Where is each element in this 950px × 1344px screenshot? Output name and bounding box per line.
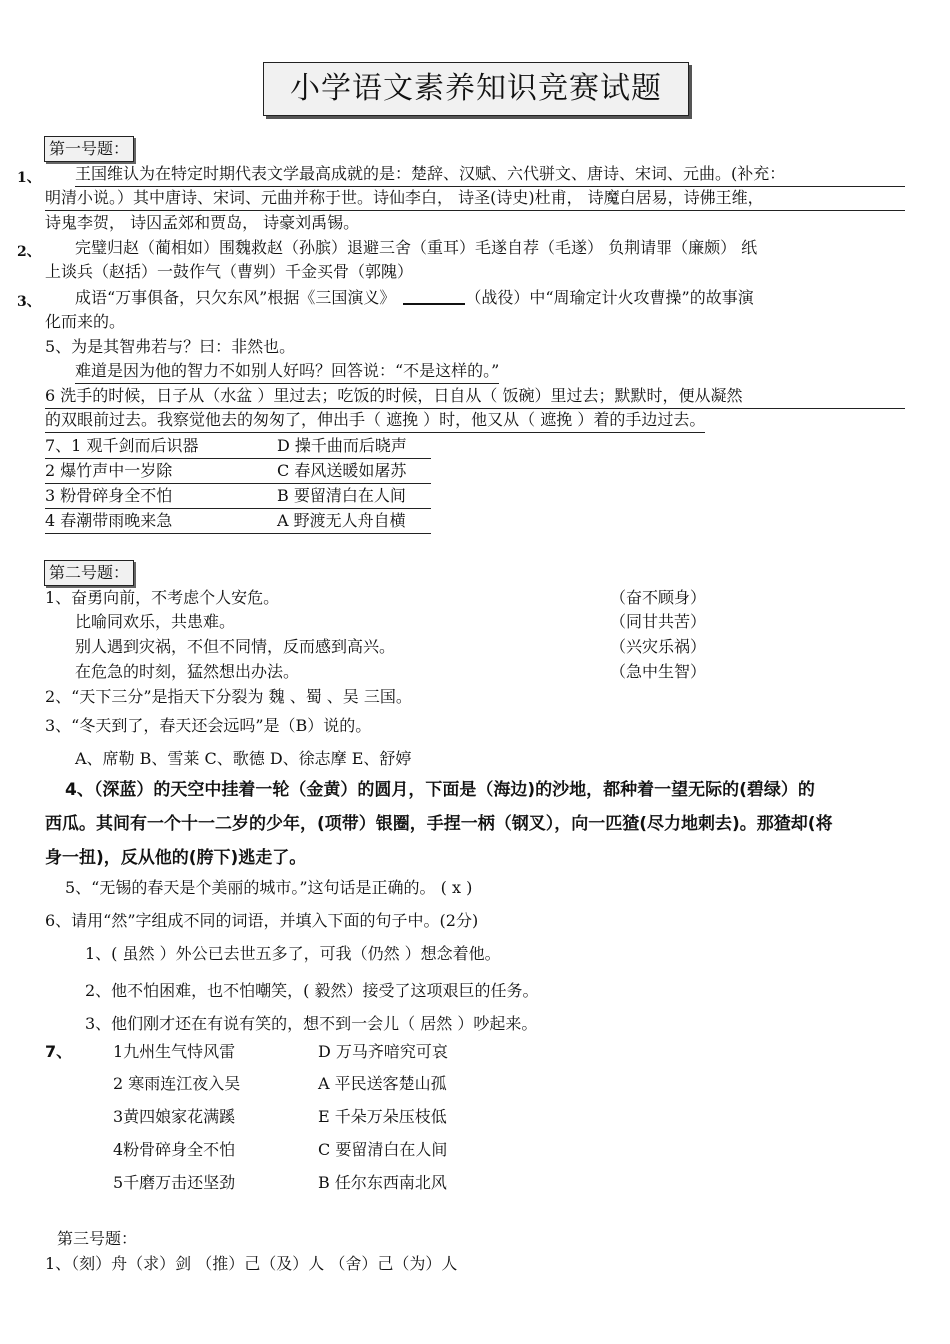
s1-q3-text-a: 成语“万事俱备，只欠东风”根据《三国演义》: [75, 288, 396, 307]
s1-q6-line1: 6 洗手的时候，日子从（水盆 ）里过去；吃饭的时候，日自从（ 饭碗）里过去；默默时，便从凝然: [45, 384, 905, 409]
s1-q1-line2: 明清小说。）其中唐诗、宋词、元曲并称于世。诗仙李白， 诗圣(诗史)杜甫， 诗魔白居易，诗佛王维，: [45, 186, 905, 211]
s2-q7-number: 7、: [45, 1042, 73, 1061]
s1-q7-row: [45, 459, 431, 484]
s1-q7-right: A 野渡无人舟自横: [277, 511, 406, 530]
s1-q2-line1: 完璧归赵（蔺相如）围魏救赵（孙膑）退避三舍（重耳）毛遂自荐（毛遂） 负荆请罪（廉颇） 纸: [75, 238, 758, 257]
s1-q3-line1: [75, 286, 754, 310]
s2-q1-answer: （急中生智）: [610, 662, 707, 681]
s1-q7-left: 3 粉骨碎身全不怕: [45, 486, 173, 505]
s2-q7-right: C 要留清白在人间: [318, 1140, 448, 1159]
s2-q7-row: [113, 1138, 447, 1162]
s2-q7-right: A 平民送客楚山孤: [318, 1074, 447, 1093]
s2-q6-item: 2、他不怕困难，也不怕嘲笑，( 毅然）接受了这项艰巨的任务。: [85, 981, 539, 1000]
s1-q3-text-b: （战役）中“周瑜定计火攻曹操”的故事演: [465, 288, 754, 307]
s1-q7-right: B 要留清白在人间: [277, 486, 406, 505]
s1-q7-right: C 春风送暖如屠苏: [277, 461, 407, 480]
s2-q1-row: 1、奋勇向前，不考虑个人安危。: [45, 588, 280, 607]
s2-q7-row: [113, 1040, 448, 1064]
s2-q7-row: [113, 1171, 447, 1195]
page-title: 小学语文素养知识竞赛试题: [263, 62, 689, 116]
s2-q3-options: A、席勒 B、雪莱 C、歌德 D、徐志摩 E、舒婷: [75, 749, 412, 768]
s1-q2-line2: 上谈兵（赵括）一鼓作气（曹刿）千金买骨（郭隗）: [45, 262, 414, 281]
s1-q6-line2: 的双眼前过去。我察觉他去的匆匆了，伸出手（ 遮挽 ）时，他又从（ 遮挽 ）着的手边过去。: [45, 408, 705, 433]
s2-q1-row: 别人遇到灾祸，不但不同情，反而感到高兴。: [75, 637, 396, 656]
s2-q1-row: 比喻同欢乐，共患难。: [75, 612, 236, 631]
s3-q1: 1、（刻）舟（求）剑 （推）己（及）人 （舍）己（为）人: [45, 1254, 458, 1273]
s1-q5-line1: 5、为是其智弗若与？曰：非然也。: [45, 337, 296, 356]
s2-q7-left: 4粉骨碎身全不怕: [113, 1140, 236, 1159]
s2-q5: 5、“无锡的春天是个美丽的城市。”这句话是正确的。 ( x ): [65, 878, 473, 897]
s2-q4-line1: 4、（深蓝）的天空中挂着一轮（金黄）的圆月，下面是（海边)的沙地，都种着一望无际的(碧绿）的: [65, 780, 815, 800]
s1-q1-line1: 王国维认为在特定时期代表文学最高成就的是：楚辞、汉赋、六代骈文、唐诗、宋词、元曲。(补充：: [75, 162, 905, 187]
s2-q6-item: 3、他们刚才还在有说有笑的，想不到一会儿（ 居然 ）吵起来。: [85, 1014, 538, 1033]
s2-q1-answer: （奋不顾身）: [610, 588, 707, 607]
section3-label: 第三号题：: [57, 1229, 138, 1248]
s2-q6-item: 1、( 虽然 ）外公已去世五多了，可我（仍然 ）想念着他。: [85, 944, 501, 963]
s2-q7-right: B 任尔东西南北风: [318, 1173, 447, 1192]
s2-q7-row: [113, 1072, 447, 1096]
s1-q3-number: 3、: [17, 294, 41, 310]
s1-q7-left: 7、1 观千剑而后识器: [45, 436, 199, 455]
s1-q3-line2: 化而来的。: [45, 312, 126, 331]
s1-q2-number: 2、: [17, 244, 41, 260]
s2-q7-right: D 万马齐喑究可哀: [318, 1042, 448, 1061]
s2-q2: 2、“天下三分”是指天下分裂为 魏 、蜀 、吴 三国。: [45, 687, 412, 706]
s1-q7-row: [45, 509, 431, 534]
s2-q7-left: 3黄四娘家花满蹊: [113, 1107, 236, 1126]
s2-q7-left: 1九州生气恃风雷: [113, 1042, 236, 1061]
s1-q1-line3: 诗鬼李贺， 诗囚孟郊和贾岛， 诗豪刘禹锡。: [45, 213, 360, 232]
s2-q4-line3: 身一扭)，反从他的(胯下)逃走了。: [45, 848, 307, 868]
section2-label: 第二号题：: [44, 560, 134, 586]
section1-label: 第一号题：: [44, 136, 134, 162]
s1-q5-line2: 难道是因为他的智力不如别人好吗？回答说：“不是这样的。”: [75, 359, 499, 384]
s1-q7-row: [45, 484, 431, 509]
s1-q7-row: [45, 434, 431, 459]
s2-q1-row: 在危急的时刻，猛然想出办法。: [75, 662, 300, 681]
s2-q6-title: 6、请用“然”字组成不同的词语，并填入下面的句子中。(2分): [45, 911, 479, 930]
s2-q1-answer: （兴灾乐祸）: [610, 637, 707, 656]
s1-q3-blank[interactable]: [403, 287, 465, 305]
s1-q7-left: 4 春潮带雨晚来急: [45, 511, 173, 530]
s1-q7-right: D 操千曲而后晓声: [277, 436, 407, 455]
s2-q7-right: E 千朵万朵压枝低: [318, 1107, 447, 1126]
s2-q7-left: 2 寒雨连江夜入吴: [113, 1074, 241, 1093]
s2-q1-answer: （同甘共苦）: [610, 612, 707, 631]
s1-q7-left: 2 爆竹声中一岁除: [45, 461, 173, 480]
s1-q1-number: 1、: [17, 170, 41, 186]
s2-q7-row: [113, 1105, 447, 1129]
s2-q3: 3、“冬天到了，春天还会远吗”是（B）说的。: [45, 716, 372, 735]
s2-q4-line2: 西瓜。其间有一个十一二岁的少年，(项带）银圈，手捏一柄（钢叉），向一匹猹(尽力地刺去)。那猹却(将: [45, 814, 833, 834]
s2-q7-left: 5千磨万击还坚劲: [113, 1173, 236, 1192]
